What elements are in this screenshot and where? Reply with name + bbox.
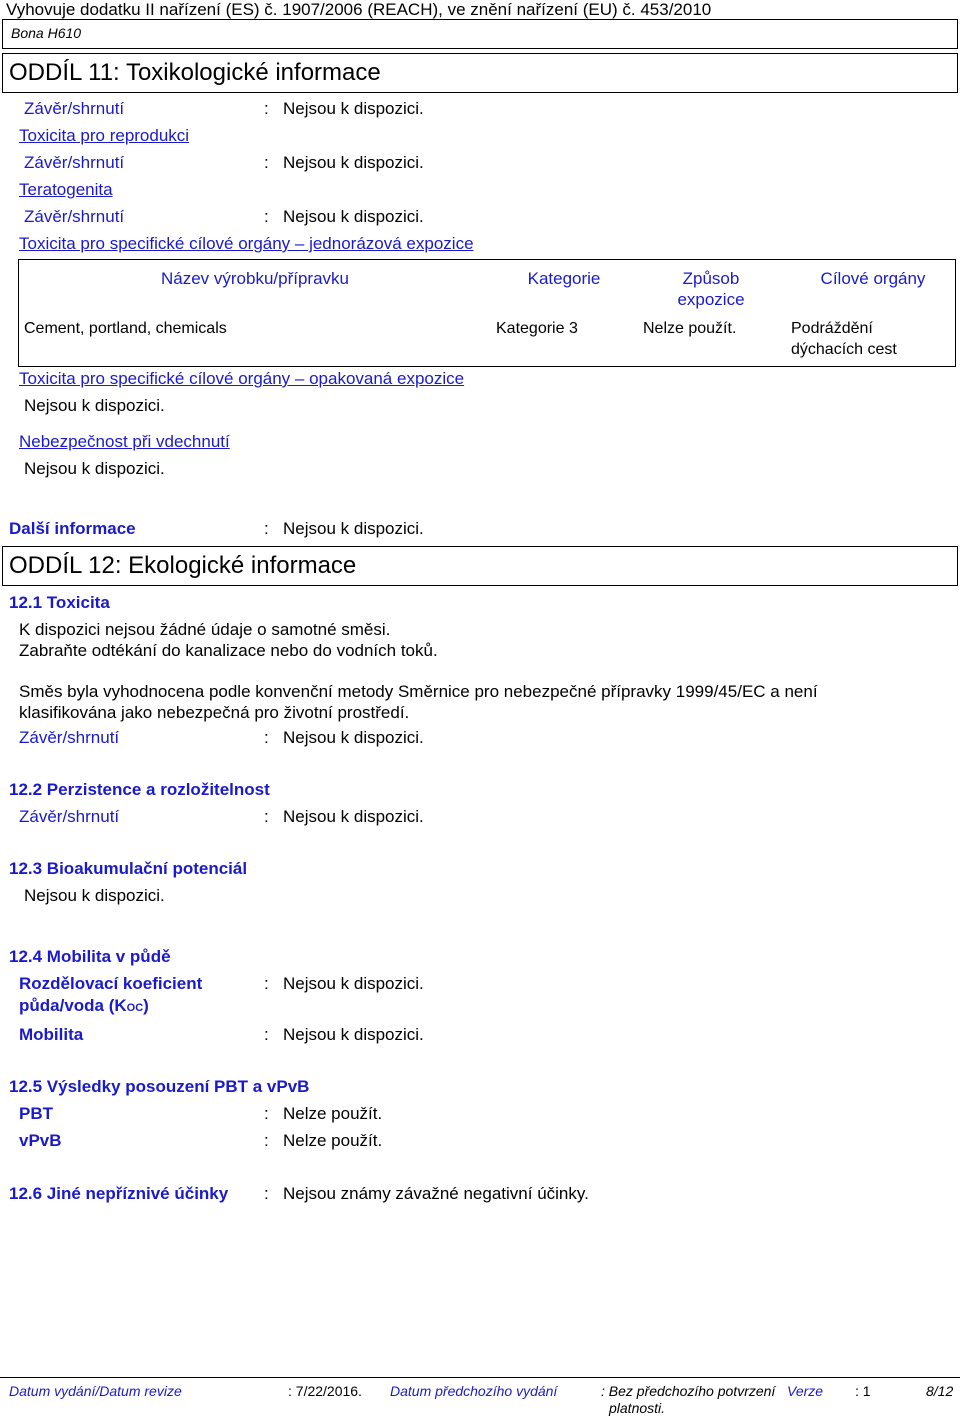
toxicity-heading: 12.1 Toxicita — [9, 593, 110, 612]
summary-label: Závěr/shrnutí — [24, 99, 125, 118]
other-effects-value: Nejsou známy závažné negativní účinky. — [283, 1184, 589, 1203]
summary-value: Nejsou k dispozici. — [283, 207, 424, 226]
section-12-title: ODDÍL 12: Ekologické informace — [9, 552, 357, 579]
colon: : — [264, 153, 269, 172]
summary-label: Závěr/shrnutí — [19, 728, 120, 747]
summary-value: Nejsou k dispozici. — [283, 99, 424, 118]
koc-value: Nejsou k dispozici. — [283, 974, 424, 993]
summary-label: Závěr/shrnutí — [24, 207, 125, 226]
regulation-header: Vyhovuje dodatku II nařízení (ES) č. 1907/2006 (REACH), ve znění nařízení (EU) č. 453/2010 — [6, 0, 712, 19]
pbt-value: Nelze použít. — [283, 1104, 383, 1123]
colon: : — [264, 1131, 269, 1150]
mobility-label: Mobilita — [19, 1025, 84, 1044]
colon: : — [264, 807, 269, 826]
page-number: 8/12 — [926, 1383, 954, 1399]
colon: : — [264, 728, 269, 747]
reproductive-toxicity-heading: Toxicita pro reprodukci — [19, 126, 190, 145]
pbt-label: PBT — [19, 1104, 53, 1123]
section-11-header — [2, 53, 958, 93]
table-cell-exposure-route: Nelze použít. — [643, 320, 737, 337]
summary-label: Závěr/shrnutí — [19, 807, 120, 826]
aspiration-heading: Nebezpečnost při vdechnutí — [19, 432, 230, 451]
colon: : — [264, 974, 269, 993]
koc-label-line2 — [19, 996, 149, 1016]
colon: : — [264, 519, 269, 538]
table-cell-category: Kategorie 3 — [496, 320, 578, 337]
koc-label-text: půda/voda (K — [19, 996, 127, 1015]
footer-divider — [0, 1377, 960, 1378]
issue-date-value: : 7/22/2016. — [288, 1383, 362, 1399]
stot-repeated-value: Nejsou k dispozici. — [24, 396, 165, 415]
persistence-heading: 12.2 Perzistence a rozložitelnost — [9, 780, 270, 799]
previous-date-value: : Bez předchozího potvrzení — [601, 1383, 776, 1399]
other-effects-heading: 12.6 Jiné nepříznivé účinky — [9, 1184, 229, 1203]
no-data-text: K dispozici nejsou žádné údaje o samotné směsi. — [19, 620, 391, 639]
bioaccumulation-heading: 12.3 Bioakumulační potenciál — [9, 859, 248, 878]
version-label: Verze — [787, 1383, 824, 1399]
table-header-target-organs: Cílové orgány — [820, 269, 926, 288]
stot-repeated-heading: Toxicita pro specifické cílové orgány – opakovaná expozice — [19, 369, 465, 388]
section-11-title: ODDÍL 11: Toxikologické informace — [9, 59, 381, 86]
colon: : — [264, 1184, 269, 1203]
issue-date-label: Datum vydání/Datum revize — [9, 1383, 182, 1399]
evaluation-text-line2: klasifikována jako nebezpečná pro životní prostředí. — [19, 703, 410, 722]
summary-label: Závěr/shrnutí — [24, 153, 125, 172]
colon: : — [264, 207, 269, 226]
colon: : — [264, 99, 269, 118]
table-header-exposure-route: Způsob expozice — [677, 269, 745, 309]
koc-subscript: OC — [126, 1002, 144, 1014]
stot-single-table — [18, 259, 956, 367]
pbt-heading: 12.5 Výsledky posouzení PBT a vPvB — [9, 1077, 310, 1096]
other-info-label: Další informace — [9, 519, 136, 538]
summary-value: Nejsou k dispozici. — [283, 807, 424, 826]
table-cell-target-organs: Podráždění dýchacích cest — [791, 320, 897, 358]
summary-value: Nejsou k dispozici. — [283, 728, 424, 747]
table-cell-product: Cement, portland, chemicals — [24, 320, 227, 337]
evaluation-text-line1: Směs byla vyhodnocena podle konvenční metody Směrnice pro nebezpečné přípravky 1999/45/EC a není — [19, 682, 818, 701]
mobility-heading: 12.4 Mobilita v půdě — [9, 947, 171, 966]
product-name: Bona H610 — [11, 25, 82, 41]
previous-date-value-cont: platnosti. — [609, 1400, 666, 1416]
bioaccumulation-value: Nejsou k dispozici. — [24, 886, 165, 905]
table-header-category: Kategorie — [527, 269, 601, 288]
colon: : — [264, 1104, 269, 1123]
version-value: : 1 — [855, 1383, 871, 1399]
colon: : — [264, 1025, 269, 1044]
product-header-box — [2, 19, 958, 49]
previous-date-label: Datum předchozího vydání — [390, 1383, 558, 1399]
table-header-product: Název výrobku/přípravku — [160, 269, 350, 288]
section-12-header — [2, 546, 958, 586]
other-info-value: Nejsou k dispozici. — [283, 519, 424, 538]
stot-single-heading: Toxicita pro specifické cílové orgány – jednorázová expozice — [19, 234, 474, 253]
vpvb-value: Nelze použít. — [283, 1131, 383, 1150]
koc-label-close: ) — [143, 996, 149, 1015]
teratogenicity-heading: Teratogenita — [19, 180, 113, 199]
koc-label-line1: Rozdělovací koeficient — [19, 974, 203, 993]
mobility-value: Nejsou k dispozici. — [283, 1025, 424, 1044]
aspiration-value: Nejsou k dispozici. — [24, 459, 165, 478]
drainage-warning-text: Zabraňte odtékání do kanalizace nebo do vodních toků. — [19, 641, 438, 660]
vpvb-label: vPvB — [19, 1131, 62, 1150]
summary-value: Nejsou k dispozici. — [283, 153, 424, 172]
